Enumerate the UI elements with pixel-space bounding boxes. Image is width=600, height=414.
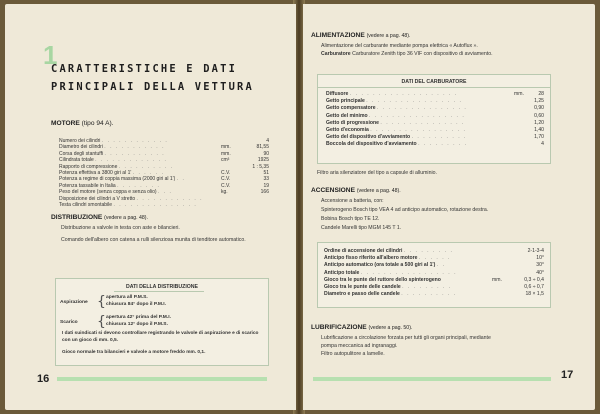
lubrificazione-text-2: pompa meccanica ad ingranaggi. bbox=[321, 343, 398, 349]
left-page bbox=[5, 4, 296, 410]
aspirazione-label: Aspirazione bbox=[60, 300, 88, 305]
lubrificazione-text-1: Lubrificazione a circolazione forzata per tutti gli organi principali, mediante bbox=[321, 335, 491, 341]
alimentazione-text-2: Carburatore Carburatore Zenith tipo 36 VIF con dispositivo di avviamento. bbox=[321, 51, 493, 57]
table-row: Diametro e passo delle candele . . . . . . . . . . 18 × 1,5 bbox=[324, 291, 544, 298]
alimentazione-text-1: Alimentazione del carburante mediante pompa elettrica « Autoflux ». bbox=[321, 43, 478, 49]
table-row: Getto del minimo . . . . . . . . . . . . . . . . . 0,60 bbox=[326, 112, 544, 119]
page-number-left: 16 bbox=[37, 373, 50, 385]
spec-row: Potenza a regime di coppia massima (2000 giri al 1') . . C.V. 33 bbox=[59, 176, 269, 183]
motore-spec-list bbox=[59, 138, 269, 208]
table-row: Diffusore . . . . . . . . . . . . . . . . . . . mm. 28 bbox=[326, 91, 544, 97]
carburatore-data-box bbox=[317, 74, 551, 164]
page-number-right: 17 bbox=[561, 369, 574, 381]
spec-row: Corsa degli stantuffi . . . . . . . . . . . mm. 90 bbox=[59, 150, 269, 157]
chapter-title bbox=[51, 60, 254, 96]
spec-row: Numero dei cilindri . . . . . . . . . . . . 4 bbox=[59, 138, 269, 144]
motore-heading: MOTORE (tipo 94 A). bbox=[51, 120, 114, 127]
table-row: Getto del dispositivo d'avviamento . . . . . . . . . . 1,70 bbox=[326, 134, 544, 141]
table-row: Anticipo automatico (ora totale a 500 giri al 1') . . 30° bbox=[324, 262, 544, 269]
accensione-heading: ACCENSIONE (vedere a pag. 48). bbox=[311, 187, 401, 194]
spec-row: Rapporto di compressione . . . . . . . . . . 1 : 5,35 bbox=[59, 163, 269, 170]
distribuzione-text-2: Comando dell'albero con catena a rulli silenziosa munita di tenditore automatico. bbox=[61, 237, 246, 243]
carburatore-table bbox=[326, 91, 544, 149]
table-row: Getto compensatore . . . . . . . . . . . . . . . . 0,90 bbox=[326, 105, 544, 112]
accensione-text-1: Accensione a batteria, con: bbox=[321, 198, 384, 204]
aspirazione-lines: apertura all P.M.S. chiusura 84° dopo il P.M.I. bbox=[106, 295, 167, 307]
spec-row: Disposizione dei cilindri a V stretto . . . . . . . . . . . . bbox=[59, 195, 203, 202]
distribuzione-note-2: Gioco normale tra bilancieri e valvole a motore freddo mm. 0,1. bbox=[62, 350, 206, 355]
table-row: Gioco tra le punte delle candele . . . . . . . . . 0,6 ÷ 0,7 bbox=[324, 283, 544, 290]
spec-row: Potenza effettiva a 3800 giri al 1' . . . . . . C.V. 51 bbox=[59, 169, 269, 176]
footer-bar-right bbox=[313, 377, 551, 381]
table-row: Boccola del dispositivo d'avviamento . . . . . . . . . 4 bbox=[326, 141, 544, 148]
chapter-title-line1: CARATTERISTICHE E DATI bbox=[51, 63, 238, 75]
distribuzione-note-1: I dati suindicati si devono controllare registrando le valvole di aspirazione e di scarico con un gioco di mm. 0,5. bbox=[62, 331, 259, 343]
lubrificazione-text-3: Filtro autopulitore a lamelle. bbox=[321, 351, 385, 357]
chapter-number: 1 bbox=[43, 40, 58, 70]
lubrificazione-heading: LUBRIFICAZIONE (vedere a pag. 50). bbox=[311, 324, 413, 331]
spec-row: Testa cilindri smontabile . . . . . . . . . . . . . . . bbox=[59, 201, 198, 208]
spec-row: Cilindrata totale . . . . . . . . . . . . . cm³ 1925 bbox=[59, 157, 269, 164]
table-row: Getto di progressione . . . . . . . . . . . . . . . 1,20 bbox=[326, 119, 544, 126]
carburatore-box-title: DATI DEL CARBURATORE bbox=[401, 79, 467, 85]
accensione-text-2: Spinterogeno Bosch tipo VEA 4 ad anticipo automatico, rotazione destra. bbox=[321, 207, 489, 213]
scarico-lines: apertura 42° prima del P.M.I. chiusura 12° dopo il P.M.S. bbox=[106, 315, 171, 327]
distribuzione-box-title: DATI DELLA DISTRIBUZIONE bbox=[125, 284, 199, 290]
chapter-title-line2: PRINCIPALI DELLA VETTURA bbox=[51, 81, 254, 93]
footer-bar-left bbox=[57, 377, 267, 381]
accensione-data-box bbox=[317, 242, 551, 308]
filtro-text: Filtro aria silenziatore del tipo a capsule di alluminio. bbox=[317, 170, 437, 176]
distribuzione-text-1: Distribuzione a valvole in testa con aste e bilancieri. bbox=[61, 225, 180, 231]
distribuzione-heading: DISTRIBUZIONE (vedere a pag. 48). bbox=[51, 214, 148, 221]
spec-row: Potenza tassabile in Italia . . . . . . . . C.V. 19 bbox=[59, 182, 269, 189]
accensione-table bbox=[324, 248, 544, 298]
table-row: Ordine di accensione dei cilindri . . . . . . . . . 2-1-3-4 bbox=[324, 248, 544, 254]
spec-row: Diametro dei cilindri . . . . . . . . . . . mm. 81,55 bbox=[59, 144, 269, 151]
spec-row: Peso del motore (senza coppa e senza olio) . . . kg. 166 bbox=[59, 189, 269, 196]
table-row: Anticipo fisso riferito all'albero motore . . . . . . 10° bbox=[324, 255, 544, 262]
table-row: Getto principale . . . . . . . . . . . . . . . . . 1,25 bbox=[326, 98, 544, 105]
table-row: Getto d'economia . . . . . . . . . . . . . . . . . 1,40 bbox=[326, 126, 544, 133]
right-page bbox=[303, 4, 595, 410]
alimentazione-heading: ALIMENTAZIONE (vedere a pag. 48). bbox=[311, 32, 411, 39]
table-row: Gioco tra le punte del ruttore dello spinterogeno mm. 0,3 ÷ 0,4 bbox=[324, 276, 544, 283]
accensione-text-3: Bobina Bosch tipo TE 12. bbox=[321, 216, 380, 222]
accensione-text-4: Candele Marelli tipo MGM 145 T 1. bbox=[321, 225, 402, 231]
table-row: Anticipo totale . . . . . . . . . . . . . . . . . 40° bbox=[324, 269, 544, 276]
scarico-label: Scarico bbox=[60, 320, 78, 325]
distribuzione-data-box: DATI DELLA DISTRIBUZIONE Aspirazione { apertura all P.M.S. chiusura 84° dopo il P.M.I. Scarico { apertura 42° prima del P.M.I. chiusura 12° dopo il P.M.S. I dati suindicati si devono controllare registrando le valvole di aspirazione e di scarico con un gioco di mm. 0,5. Gioco normale tra bilancieri e valvole a motore freddo mm. 0,1. bbox=[55, 278, 269, 366]
